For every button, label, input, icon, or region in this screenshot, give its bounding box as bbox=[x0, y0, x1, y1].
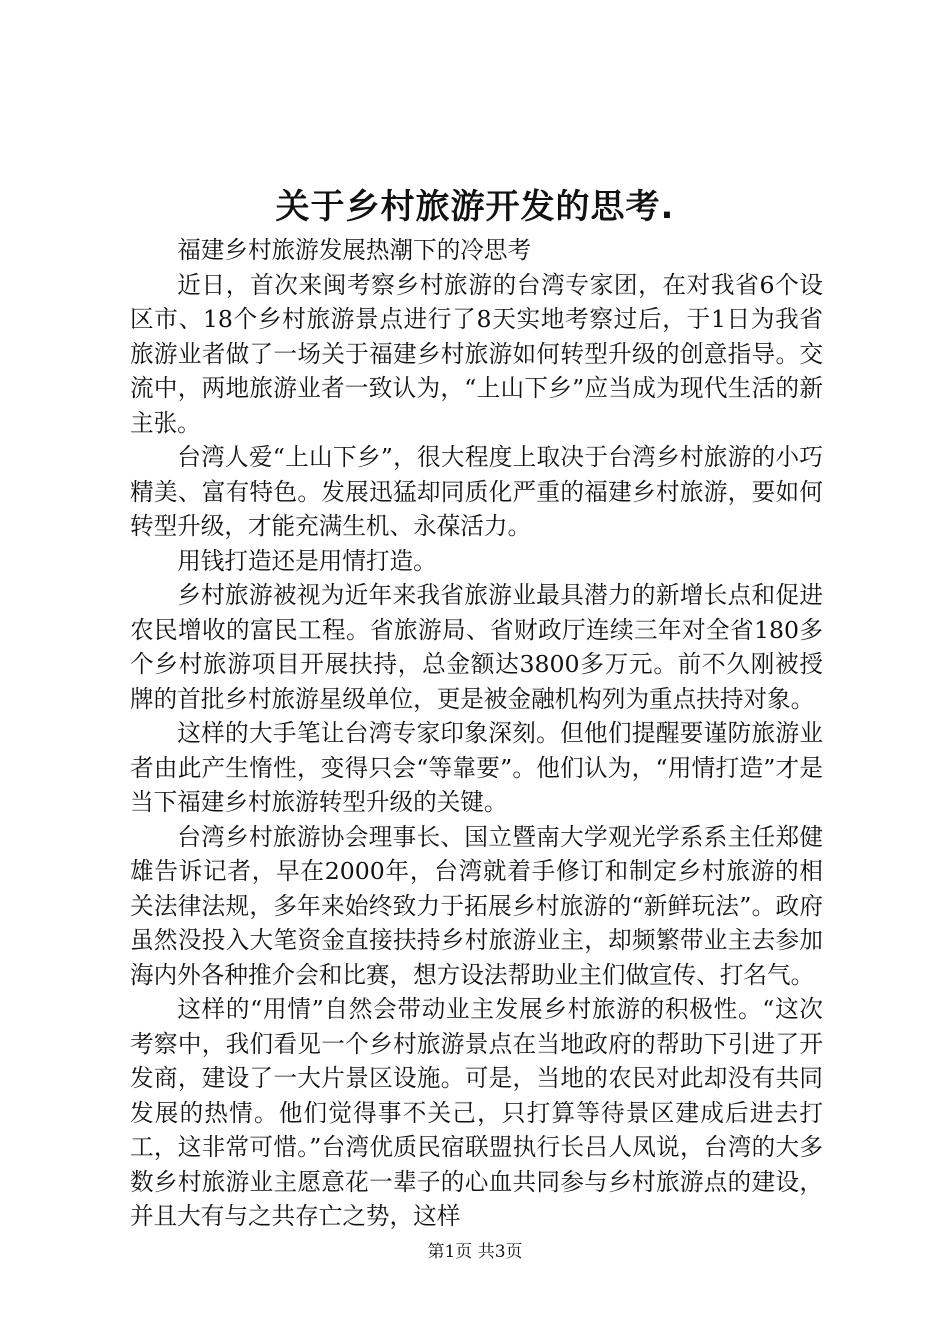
paragraph: 台湾乡村旅游协会理事长、国立暨南大学观光学系系主任郑健雄告诉记者，早在2000年，台湾就着手修订和制定乡村旅游的相关法律法规，多年来始终致力于拓展乡村旅游的“新鲜玩法”。政府虽然没投入大笔资金直接扶持乡村旅游业主，却频繁带业主去参加海内外各种推介会和比赛，想方设法帮助业主们做宣传、打名气。 bbox=[130, 822, 823, 989]
paragraph-subtitle: 福建乡村旅游发展热潮下的冷思考 bbox=[177, 236, 532, 264]
paragraph: 这样的“用情”自然会带动业主发展乡村旅游的积极性。“这次考察中，我们看见一个乡村旅游景点在当地政府的帮助下引进了开发商，建设了一大片景区设施。可是，当地的农民对此却没有共同发展的热情。他们觉得事不关己，只打算等待景区建成后进去打工，这非常可惜。”台湾优质民宿联盟执行长吕人凤说，台湾的大多数乡村旅游业主愿意花一辈子的心血共同参与乡村旅游点的建设，并且大有与之共存亡之势，这样 bbox=[130, 995, 823, 1230]
page-footer: 第1页 共3页 bbox=[427, 1242, 523, 1262]
document-body bbox=[130, 233, 823, 1234]
paragraph: 乡村旅游被视为近年来我省旅游业最具潜力的新增长点和促进农民增收的富民工程。省旅游局、省财政厅连续三年对全省180多个乡村旅游项目开展扶持，总金额达3800多万元。前不久刚被授牌的首批乡村旅游星级单位，更是被金融机构列为重点扶持对象。 bbox=[130, 581, 823, 713]
paragraph-heading: 用钱打造还是用情打造。 bbox=[177, 546, 437, 575]
paragraph: 近日，首次来闽考察乡村旅游的台湾专家团，在对我省6个设区市、18个乡村旅游景点进行了8天实地考察过后，于1日为我省旅游业者做了一场关于福建乡村旅游如何转型升级的创意指导。交流中，两地旅游业者一致认为，“上山下乡”应当成为现代生活的新主张。 bbox=[130, 270, 823, 437]
document-title: 关于乡村旅游开发的思考. bbox=[275, 187, 675, 227]
paragraph: 台湾人爱“上山下乡”，很大程度上取决于台湾乡村旅游的小巧精美、富有特色。发展迅猛却同质化严重的福建乡村旅游，要如何转型升级，才能充满生机、永葆活力。 bbox=[130, 443, 823, 540]
paragraph: 这样的大手笔让台湾专家印象深刻。但他们提醒要谨防旅游业者由此产生惰性，变得只会“等靠要”。他们认为，“用情打造”才是当下福建乡村旅游转型升级的关键。 bbox=[130, 719, 823, 816]
